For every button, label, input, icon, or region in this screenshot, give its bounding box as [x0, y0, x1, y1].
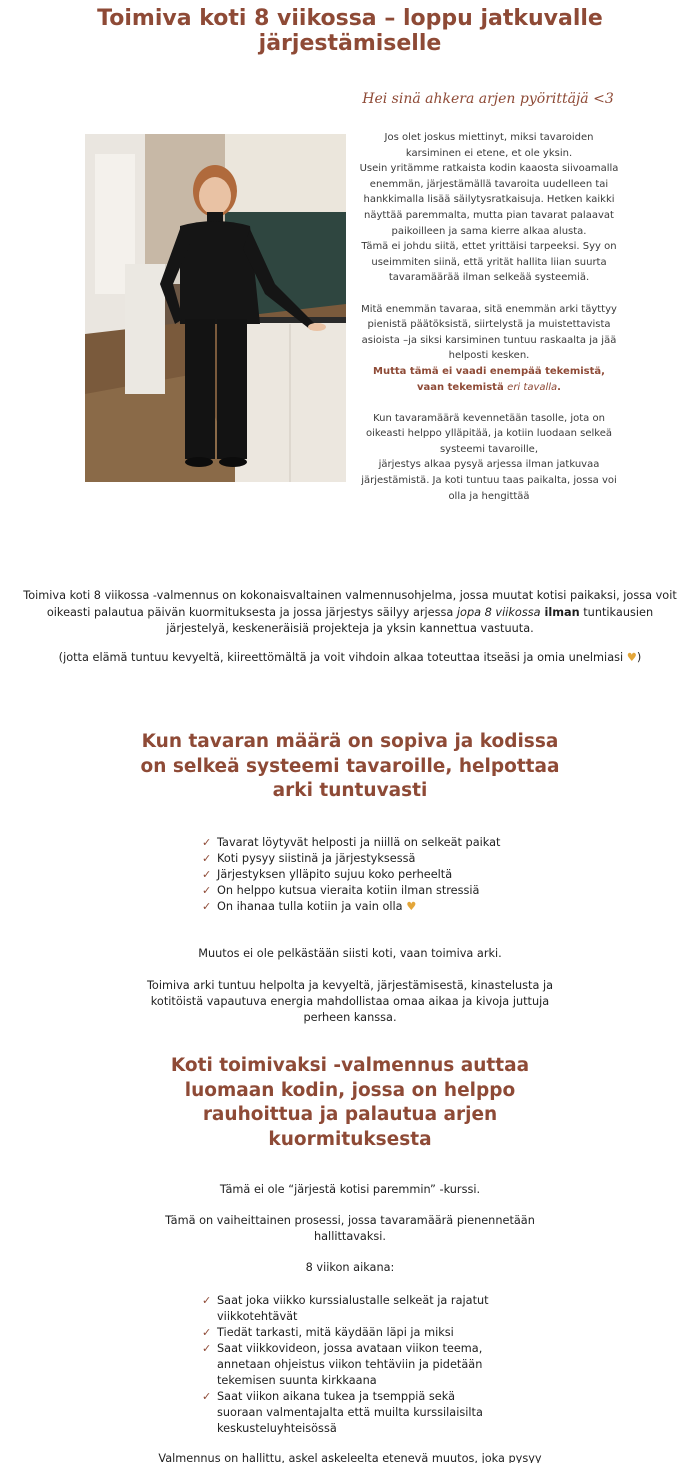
- program-description: [20, 588, 680, 638]
- list-item: [201, 851, 501, 867]
- intro-paragraph: Usein yritämme ratkaista kodin kaaosta siivoamalla enemmän, järjestämällä tavaroita uudelleen tai hankkimalla lisää säilytysratkaisuja. Hetken kaikki näyttää paremmalta, mutta pian tavarat palaavat paikoilleen ja sama kierre alkaa alusta.: [359, 163, 619, 237]
- section-heading: Kun tavaran määrä on sopiva ja kodissa on selkeä systeemi tavaroille, helpottaa arki tuntuvasti: [140, 731, 560, 801]
- program-features-list: [201, 1293, 501, 1437]
- intro-emphasis: [358, 364, 620, 395]
- program-bold: ilman: [540, 605, 580, 619]
- section-paragraph: Valmennus on hallittu, askel askeleelta etenevä muutos, joka pysyy: [158, 1452, 542, 1463]
- check-icon: ✓: [202, 884, 212, 897]
- list-item: [201, 899, 501, 915]
- check-icon: ✓: [202, 1390, 212, 1403]
- intro-text: [358, 130, 620, 504]
- coach-photo: [85, 134, 346, 482]
- check-icon: ✓: [202, 852, 212, 865]
- page-title: Toimiva koti 8 viikossa – loppu jatkuvalle järjestämiselle: [97, 6, 603, 56]
- greeting-heading: Hei sinä ahkera arjen pyörittäjä <3: [362, 91, 614, 107]
- section-paragraph: 8 viikon aikana:: [305, 1261, 395, 1274]
- section-paragraph: Toimiva arki tuntuu helpolta ja kevyeltä, järjestämisestä, kinastelusta ja kotitöistä vapautuva energia mahdollistaa omaa aikaa ja kivoja juttuja perheen kanssa.: [146, 979, 554, 1024]
- list-item: [201, 1325, 501, 1341]
- heart-icon: ♥: [626, 651, 637, 664]
- list-item-text: Tavarat löytyvät helposti ja niillä on selkeät paikat: [217, 836, 501, 849]
- intro-emphasis-end: .: [557, 381, 561, 393]
- intro-paragraph: järjestys alkaa pysyä arjessa ilman jatkuvaa järjestämistä. Ja koti tuntuu taas paikalta, jossa voi olla ja hengittää: [361, 459, 617, 502]
- check-icon: ✓: [202, 1342, 212, 1355]
- section-heading: Koti toimivaksi -valmennus auttaa luomaan kodin, jossa on helppo rauhoittua ja palautua arjen kuormituksesta: [170, 1055, 530, 1150]
- check-icon: ✓: [202, 868, 212, 881]
- heart-icon: ♥: [406, 900, 417, 913]
- section-paragraph: Tämä on vaiheittainen prosessi, jossa tavaramäärä pienennetään hallittavaksi.: [165, 1214, 535, 1243]
- list-item: [201, 883, 501, 899]
- section-paragraph: Tämä ei ole “järjestä kotisi paremmin” -kurssi.: [219, 1183, 481, 1196]
- list-item-text: Saat joka viikko kurssialustalle selkeät ja rajatut viikkotehtävät: [217, 1294, 489, 1323]
- program-text: Toimiva koti 8 viikossa -valmennus on kokonaisvaltainen valmennusohjelma, jossa muutat kotisi paikaksi, jossa voit oikeasti palautua päivän kuormituksesta ja jossa järjestys säilyy arjessa: [23, 589, 677, 619]
- list-item-text: On helppo kutsua vieraita kotiin ilman stressiä: [217, 884, 480, 897]
- list-item-text: On ihanaa tulla kotiin ja vain olla: [217, 900, 403, 913]
- list-item-text: Järjestyksen ylläpito sujuu koko perheeltä: [217, 868, 453, 881]
- program-note-text: (jotta elämä tuntuu kevyeltä, kiireettömältä ja voit vihdoin alkaa toteuttaa itseäsi ja omia unelmiasi: [58, 651, 624, 664]
- program-note: [20, 650, 680, 667]
- check-icon: ✓: [202, 1326, 212, 1339]
- section-paragraph: Muutos ei ole pelkästään siisti koti, vaan toimiva arki.: [198, 947, 502, 960]
- list-item-text: Tiedät tarkasti, mitä käydään läpi ja miksi: [217, 1326, 454, 1339]
- benefits-list: [201, 835, 501, 915]
- check-icon: ✓: [202, 900, 212, 913]
- program-text-end: tuntikausien järjestelyä, keskeneräisiä projekteja ja yksin kannettua vastuuta.: [166, 605, 654, 635]
- program-italic: jopa 8 viikossa: [456, 605, 541, 619]
- list-item-text: Saat viikon aikana tukea ja tsemppiä sekä suoraan valmentajalta että muilta kurssilaisilta keskusteluyhteisössä: [217, 1390, 483, 1435]
- list-item: [201, 835, 501, 851]
- list-item-text: Koti pysyy siistinä ja järjestyksessä: [217, 852, 416, 865]
- intro-paragraph: Jos olet joskus miettinyt, miksi tavaroiden karsiminen ei etene, et ole yksin.: [384, 132, 594, 159]
- coach-photo-illustration: [85, 134, 346, 482]
- program-note-end: ): [636, 651, 642, 664]
- intro-paragraph: Kun tavaramäärä kevennetään tasolle, jota on oikeasti helppo ylläpitää, ja kotiin luodaan selkeä systeemi tavaroille,: [365, 412, 613, 455]
- intro-paragraph: Tämä ei johdu siitä, ettet yrittäisi tarpeeksi. Syy on useimmiten siinä, että yrität hallita liian suurta tavaramäärää ilman selkeää systeemiä.: [361, 241, 617, 284]
- list-item-text: Saat viikkovideon, jossa avataan viikon teema, annetaan ohjeistus viikon tehtäviin ja pidetään tekemisen suunta kirkkaana: [217, 1342, 483, 1387]
- check-icon: ✓: [202, 836, 212, 849]
- intro-emphasis-italic: eri tavalla: [507, 381, 558, 393]
- list-item: [201, 867, 501, 883]
- list-item: [201, 1389, 501, 1437]
- list-item: [201, 1293, 501, 1325]
- intro-emphasis-text: Mutta tämä ei vaadi enempää tekemistä, vaan tekemistä: [373, 365, 605, 393]
- intro-paragraph: Mitä enemmän tavaraa, sitä enemmän arki täyttyy pienistä päätöksistä, siirtelystä ja muistettavista asioista –ja siksi karsiminen tuntuu raskaalta ja jää helposti kesken.: [361, 303, 617, 362]
- check-icon: ✓: [202, 1294, 212, 1307]
- list-item: [201, 1341, 501, 1389]
